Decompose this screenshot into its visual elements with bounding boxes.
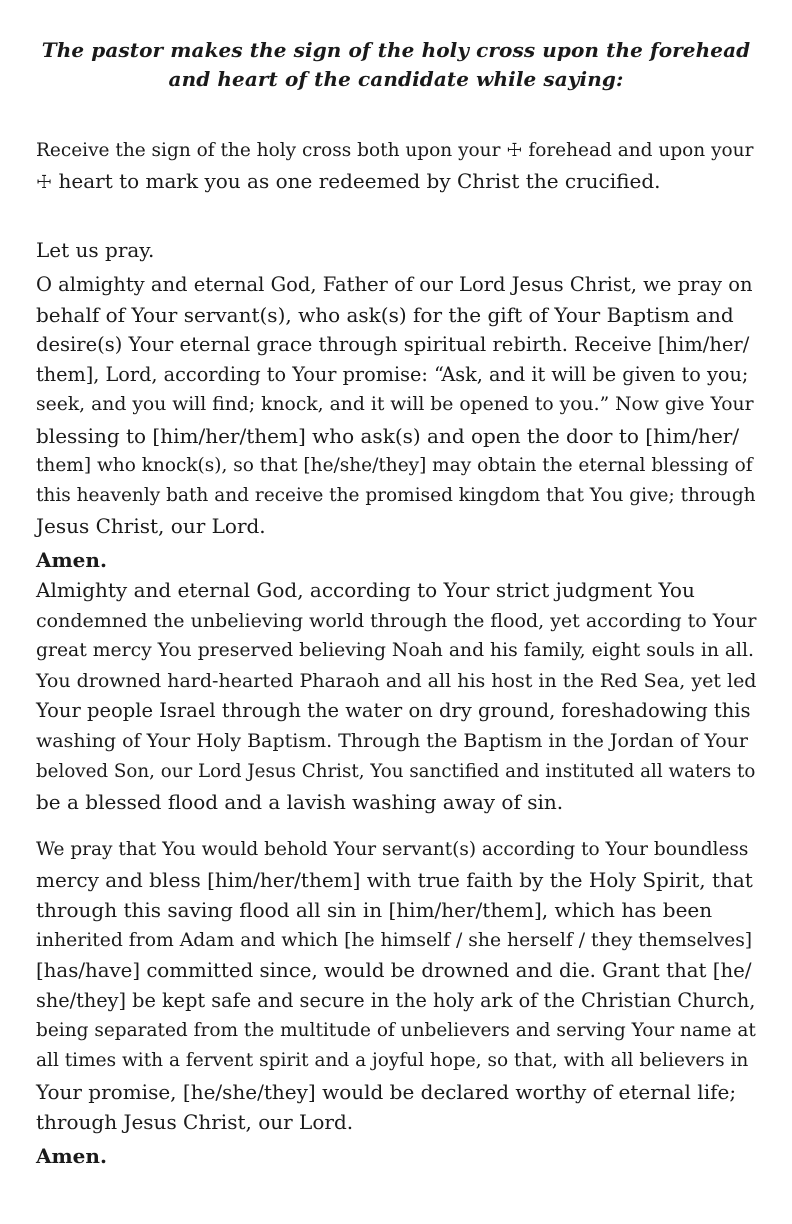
text-line: them] who knock(s), so that [he/she/they] may obtain the eternal blessing of	[36, 454, 753, 476]
text-segment: Receive the sign of the holy cross both upon your	[36, 140, 501, 161]
text-segment: forehead and upon your	[528, 140, 754, 161]
cross-icon: ☩	[36, 172, 53, 194]
text-line: You drowned hard-hearted Pharaoh and all his host in the Red Sea, yet led	[36, 670, 757, 693]
text-line: beloved Son, our Lord Jesus Christ, You sanctified and instituted all waters to	[36, 760, 756, 782]
text-line: washing of Your Holy Baptism. Through the Baptism in the Jordan of Your	[36, 730, 748, 753]
prayer-2-text	[36, 575, 756, 817]
text-line: behalf of Your servant(s), who ask(s) for the gift of Your Baptism and	[36, 302, 734, 327]
text-line: Your people Israel through the water on dry ground, foreshadowing this	[36, 699, 751, 723]
amen-response: Amen.	[36, 1144, 107, 1169]
cross-icon: ☩	[506, 140, 523, 161]
text-line: she/they] be kept safe and secure in the holy ark of the Christian Church,	[36, 989, 756, 1013]
text-line: seek, and you will find; knock, and it will be opened to you.” Now give Your	[36, 394, 754, 416]
text-line: great mercy You preserved believing Noah and his family, eight souls in all.	[36, 639, 755, 661]
text-line	[36, 136, 756, 166]
text-line: Your promise, [he/she/they] would be declared worthy of eternal life;	[36, 1079, 737, 1104]
prayer-1-text	[36, 270, 756, 542]
text-line: being separated from the multitude of unbelievers and serving Your name at	[36, 1020, 756, 1042]
text-line: inherited from Adam and which [he himself / she herself / they themselves]	[36, 929, 753, 951]
text-line: this heavenly bath and receive the promised kingdom that You give; through	[36, 485, 756, 507]
amen-response: Amen.	[36, 548, 107, 573]
text-line: Almighty and eternal God, according to Your strict judgment You	[36, 578, 695, 603]
prayer-invitation: Let us pray.	[36, 238, 155, 263]
text-line: through Jesus Christ, our Lord.	[36, 1109, 354, 1134]
text-line: be a blessed flood and a lavish washing away of sin.	[36, 789, 564, 814]
prayer-3-text	[36, 835, 756, 1137]
text-line: condemned the unbelieving world through the flood, yet according to Your	[36, 609, 757, 632]
text-segment: heart to mark you as one redeemed by Christ the crucified.	[58, 169, 661, 194]
text-line: Jesus Christ, our Lord.	[36, 514, 266, 539]
rubric-line: and heart of the candidate while saying:	[168, 67, 624, 91]
rubric-line: The pastor makes the sign of the holy cross upon the forehead	[41, 38, 751, 62]
text-line: [has/have] committed since, would be drowned and die. Grant that [he/	[36, 958, 752, 982]
text-line: all times with a fervent spirit and a joyful hope, so that, with all believers in	[36, 1050, 749, 1072]
text-line: We pray that You would behold Your servant(s) according to Your boundless	[36, 839, 749, 861]
text-line: them], Lord, according to Your promise: “Ask, and it will be given to you;	[36, 363, 749, 387]
text-line: mercy and bless [him/her/them] with true faith by the Holy Spirit, that	[36, 868, 753, 893]
sign-of-cross-text	[36, 136, 756, 198]
text-line: desire(s) Your eternal grace through spiritual rebirth. Receive [him/her/	[36, 333, 750, 357]
rubric-instruction	[36, 36, 756, 94]
text-line: O almighty and eternal God, Father of our Lord Jesus Christ, we pray on	[36, 272, 753, 296]
text-line: through this saving flood all sin in [him/her/them], which has been	[36, 898, 713, 923]
text-line	[36, 166, 756, 198]
text-line: blessing to [him/her/them] who ask(s) and open the door to [him/her/	[36, 423, 740, 448]
